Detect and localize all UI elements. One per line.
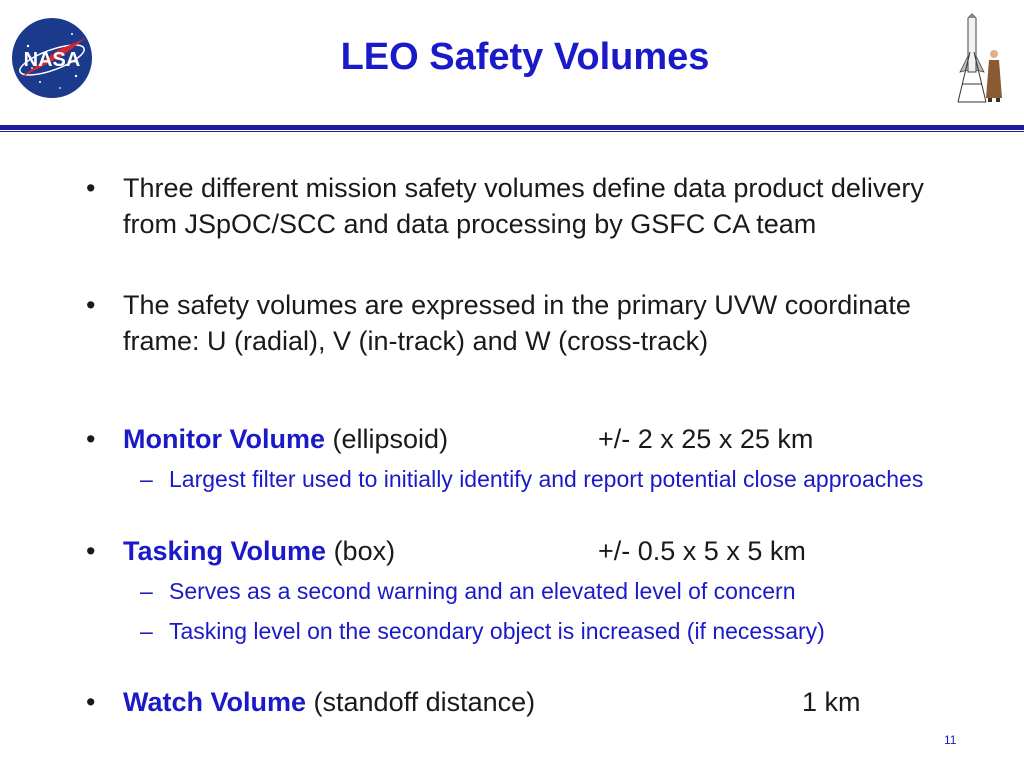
sub-bullet-text: Tasking level on the secondary object is increased (if necessary) — [169, 618, 825, 644]
sub-bullet-text: Largest filter used to initially identify and report potential close approaches — [169, 466, 924, 492]
volume-size: +/- 2 x 25 x 25 km — [598, 424, 814, 454]
volume-shape: (box) — [333, 536, 396, 566]
bullet-marker: • — [86, 173, 96, 203]
monitor-volume-item — [86, 421, 966, 457]
tasking-volume-note — [140, 576, 969, 606]
volume-name: Tasking Volume — [123, 536, 327, 566]
volume-shape: (ellipsoid) — [332, 424, 449, 454]
tasking-volume-note — [140, 616, 869, 646]
sub-bullet-marker: – — [140, 618, 153, 644]
bullet-item — [86, 170, 973, 242]
tasking-volume-item — [86, 533, 966, 569]
slide-title: LEO Safety Volumes — [340, 36, 710, 78]
watch-volume-item — [86, 684, 966, 720]
sub-bullet-marker: – — [140, 466, 153, 492]
volume-name: Watch Volume — [123, 687, 307, 717]
volume-shape: (standoff distance) — [313, 687, 536, 717]
bullet-marker: • — [86, 424, 96, 454]
volume-size: 1 km — [802, 687, 861, 717]
bullet-marker: • — [86, 290, 96, 320]
sub-bullet-marker: – — [140, 578, 153, 604]
bullet-marker: • — [86, 687, 96, 717]
sub-bullet-text: Serves as a second warning and an elevated level of concern — [169, 578, 796, 604]
bullet-item — [86, 287, 961, 359]
bullet-marker: • — [86, 536, 96, 566]
nasa-logo-text: NASA — [23, 49, 81, 71]
monitor-volume-note — [140, 464, 969, 494]
volume-size: +/- 0.5 x 5 x 5 km — [598, 536, 806, 566]
bullet-text: Three different mission safety volumes define data product delivery from JSpOC/SCC and data processing by GSFC CA team — [123, 173, 924, 239]
page-number: 11 — [944, 733, 957, 747]
bullet-text: The safety volumes are expressed in the primary UVW coordinate frame: U (radial), V (in-track) and W (cross-track) — [123, 290, 911, 356]
volume-name: Monitor Volume — [123, 424, 325, 454]
